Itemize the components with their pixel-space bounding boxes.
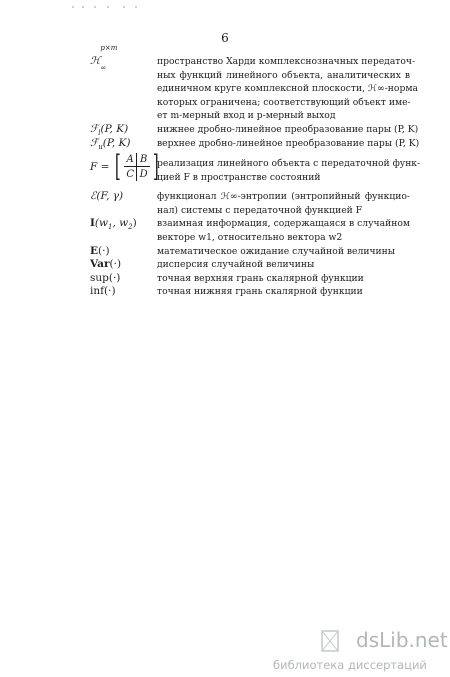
- notation-entry-lower-lft: [90, 122, 419, 138]
- notation-symbol: ℰ(F, γ): [90, 190, 124, 203]
- notation-symbol: sup(·): [90, 271, 121, 284]
- notation-entry-expectation: [90, 245, 410, 259]
- notation-symbol: ℱ$_l$(P, K): [90, 122, 129, 138]
- notation-description: нижнее дробно-линейное преобразование пары (P, K): [157, 123, 419, 135]
- notation-symbol: F = [ A B C D ]: [90, 149, 159, 185]
- notation-symbol: ℋ p×m $_\infty$: [90, 44, 118, 73]
- notation-description: точная верхняя грань скалярной функции: [157, 272, 364, 284]
- notation-description: верхнее дробно-линейное преобразование пары (P, K): [157, 137, 420, 149]
- notation-description: точная нижняя грань скалярной функции: [157, 286, 363, 298]
- notation-entry-state-space: [90, 149, 421, 186]
- dslib-watermark: [266, 622, 446, 672]
- notation-description: дисперсия случайной величины: [157, 259, 315, 271]
- notation-entry-hardy-space: [90, 44, 418, 123]
- page-number: 6: [221, 31, 229, 45]
- matrix-right-bracket: ]: [153, 149, 159, 185]
- notation-description: функционал ℋ∞-энтропии (энтропийный функцио- нал) системы с передаточной функцией F: [157, 191, 410, 216]
- notation-entry-variance: [90, 258, 410, 272]
- notation-symbol: ℱ$_u$(P, K): [90, 136, 131, 151]
- notation-entry-supremum: [90, 272, 410, 286]
- notation-symbol: $I(w_1$, $w_2$): [90, 217, 137, 232]
- notation-list: [90, 44, 421, 299]
- scan-artifact: [72, 6, 142, 12]
- notation-entry-upper-lft: [90, 136, 420, 151]
- notation-symbol: E(·): [90, 244, 110, 257]
- notation-description: пространство Харди комплекснозначных передаточ- ных функций линейного объекта, аналитических в единичном круге комплексной плоскости, ℋ∞-норма которых ограничена; соответствующий объект име- ет m-мерный вход и p-мерный выход: [157, 56, 418, 122]
- notation-description: математическое ожидание случайной величины: [157, 245, 396, 257]
- matrix-left-bracket: [: [115, 149, 122, 185]
- notation-entry-infimum: [90, 285, 410, 299]
- notation-symbol: Var(·): [90, 258, 122, 271]
- state-space-matrix: A B C D: [124, 153, 150, 181]
- notation-entry-entropy: [90, 190, 410, 217]
- dslib-logo-icon: [264, 622, 354, 656]
- watermark-title: dsLib.net: [356, 628, 448, 652]
- notation-description: реализация линейного объекта с передаточной функ- цией F в пространстве состояний: [157, 158, 421, 183]
- notation-entry-mutual-information: [90, 217, 410, 244]
- notation-description: взаимная информация, содержащаяся в случайном векторе w1, относительно вектора w2: [157, 218, 410, 243]
- notation-symbol: inf(·): [90, 285, 116, 298]
- watermark-subtitle: библиотека диссертаций: [273, 658, 427, 672]
